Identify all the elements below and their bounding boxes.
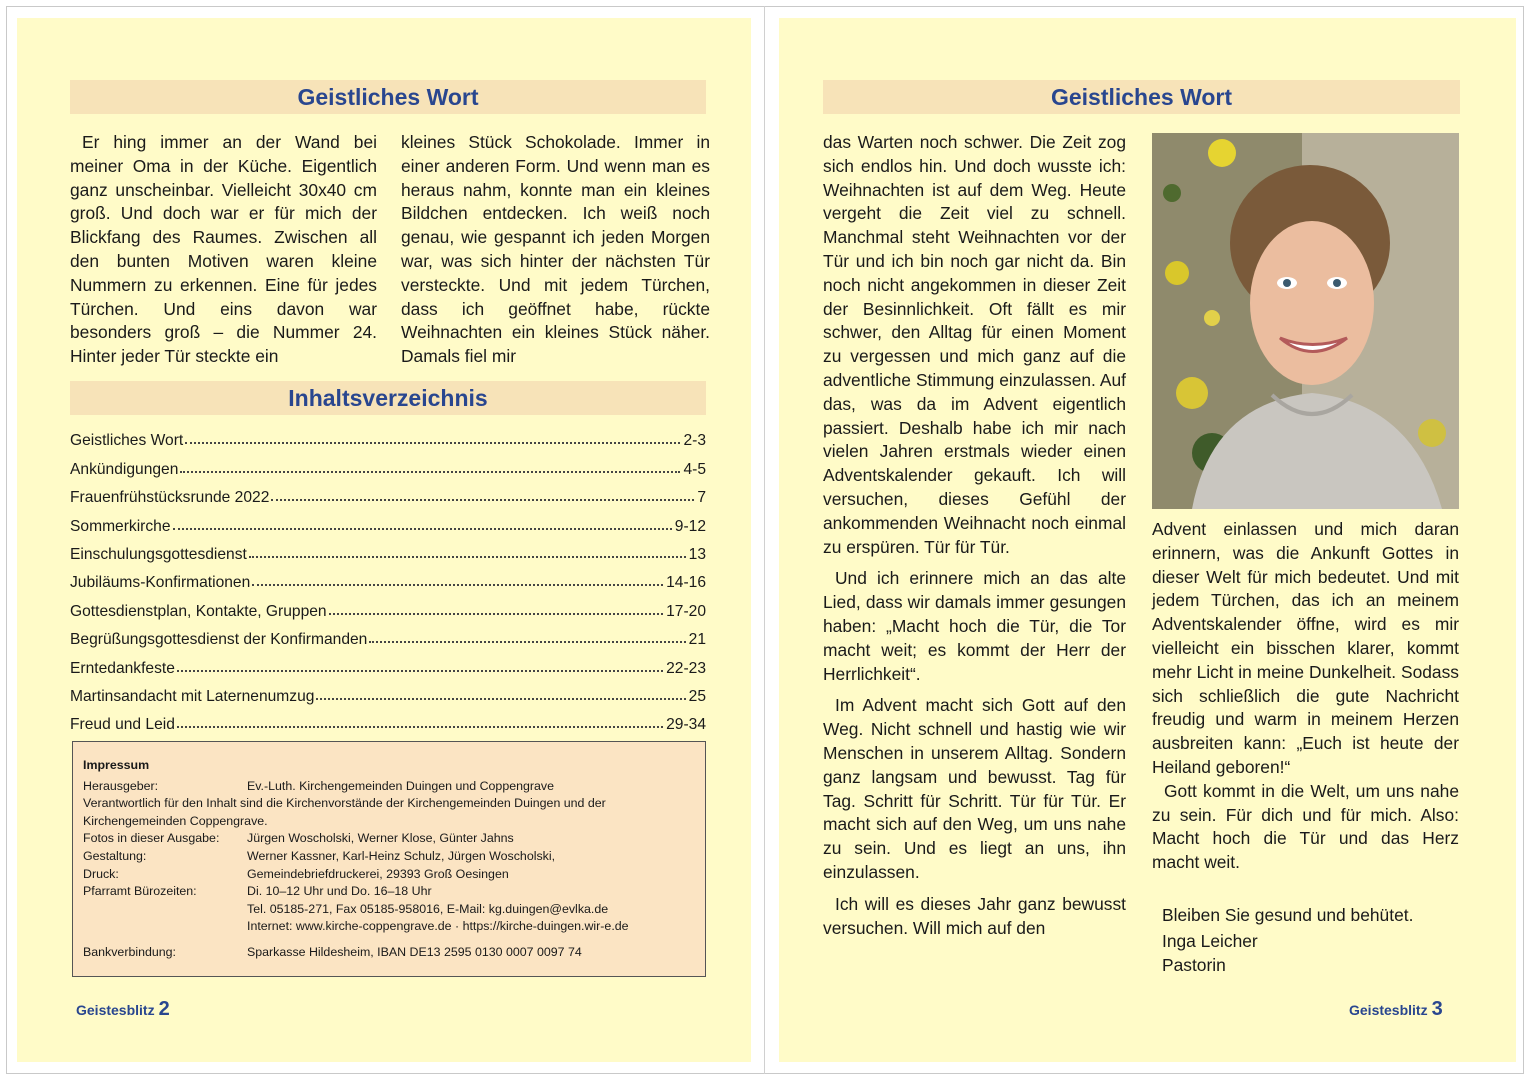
header-geistliches-wort: Geistliches Wort (823, 80, 1460, 114)
value: Jürgen Woscholski, Werner Klose, Günter Jahns (247, 831, 514, 846)
toc-entry (70, 649, 706, 677)
footer-right (1349, 998, 1443, 1021)
closing-line: Bleiben Sie gesund und behütet. (1162, 905, 1414, 925)
paragraph: Und ich erinnere mich an das alte Lied, dass wir damals immer gesungen haben: „Macht hoch die Tür, die Tor macht weit; es kommt der Herr der Herrlichkeit“. (823, 568, 1126, 684)
toc-page-number: 4-5 (683, 460, 706, 478)
toc-page-number: 22-23 (666, 659, 706, 677)
label: Herausgeber: (83, 778, 159, 793)
paragraph: Gott kommt in die Welt, um uns nahe zu sein. Für dich und für mich. Also: Macht hoch die Tür und das Herz macht weit. (1152, 780, 1459, 873)
toc-page-number: 13 (688, 545, 706, 563)
value: Di. 10–12 Uhr und Do. 16–18 Uhr (247, 884, 432, 899)
label: Gestaltung: (83, 848, 147, 863)
paragraph: Er hing immer an der Wand bei meiner Oma in der Küche. Eigentlich ganz unscheinbar. Vielleicht 30x40 cm groß. Und doch war er für mich der Blickfang des Raumes. Zwischen all den bunten Motiven waren kleine Nummern zu erkennen. Eine für jedes Türchen. Und eins davon war besonders groß – die Nummer 24. Hinter jeder Tür steckte ein (70, 132, 377, 367)
value: Ev.-Luth. Kirchengemeinden Duingen und Coppengrave (247, 778, 554, 793)
author-name: Inga Leicher (1162, 931, 1258, 951)
toc-entry (70, 479, 706, 507)
toc-dot-leader (185, 442, 680, 444)
toc-title: Gottesdienstplan, Kontakte, Gruppen (70, 602, 327, 620)
toc-dot-leader (180, 471, 680, 473)
toc-dot-leader (252, 584, 663, 586)
paragraph: kleines Stück Schokolade. Immer in einer anderen Form. Und wenn man es heraus nahm, konnte man ein kleines Bildchen entdecken. Ich weiß noch genau, wie gespannt ich jeden Morgen war, was sich hinter der nächsten Tür versteckte. Und mit jedem Türchen, dass ich geöffnet habe, rückte Weihnachten ein kleines Stück näher. Damals fiel mir (401, 132, 710, 367)
toc-title: Ankündigungen (70, 460, 179, 478)
toc-page-number: 17-20 (666, 602, 706, 620)
toc-page-number: 14-16 (666, 574, 706, 592)
toc-page-number: 2-3 (683, 432, 706, 450)
footer-title: Geistesblitz (1349, 1002, 1428, 1018)
toc-dot-leader (173, 528, 672, 530)
value: Internet: www.kirche-coppengrave.de · https://kirche-duingen.wir-e.de (247, 919, 629, 934)
paragraph: das Warten noch schwer. Die Zeit zog sich endlos hin. Und doch wusste ich: Weihnachten ist auf dem Weg. Heute vergeht die Zeit viel zu schnell. Manchmal steht Weihnachten vor der Tür und ich bin noch gar nicht da. Bin noch nicht angekommen in dieser Zeit der Besinnlichkeit. Oft fällt es mir schwer, den Alltag für einen Moment zu vergessen und mich ganz auf die adventliche Stimmung einzulassen. Auf das, was da im Advent eigentlich passiert. Deshalb habe ich mir nach vielen Jahren erstmals wieder einen Adventskalender gekauft. Ich will versuchen, dieses Gefühl der ankommenden Weihnacht noch einmal zu erspüren. Tür für Tür. (823, 132, 1126, 557)
toc-entry (70, 564, 706, 592)
value: Werner Kassner, Karl-Heinz Schulz, Jürgen Woscholski, (247, 848, 556, 863)
right-text-column-2 (1152, 518, 1459, 875)
toc-entry (70, 592, 706, 620)
table-of-contents (70, 422, 706, 734)
impressum-internet (83, 918, 695, 936)
label: Fotos in dieser Ausgabe: (83, 831, 220, 846)
toc-page-number: 7 (697, 489, 706, 507)
impressum-tel (83, 901, 695, 919)
spacer (83, 901, 247, 919)
spacer (83, 918, 247, 936)
toc-entry (70, 450, 706, 478)
portrait-photo (1152, 133, 1459, 509)
portrait-illustration (1152, 133, 1459, 509)
toc-title: Martinsandacht mit Laternenumzug (70, 687, 315, 705)
toc-dot-leader (177, 670, 663, 672)
author-title: Pastorin (1162, 955, 1226, 975)
impressum-gestaltung (83, 848, 695, 866)
toc-dot-leader (271, 499, 694, 501)
toc-page-number: 21 (688, 631, 706, 649)
value: Tel. 05185-271, Fax 05185-958016, E-Mail: kg.duingen@evlka.de (247, 901, 609, 916)
toc-title: Jubiläums-Konfirmationen (70, 574, 251, 592)
label: Bankverbindung: (83, 944, 176, 959)
label: Druck: (83, 866, 119, 881)
toc-page-number: 29-34 (666, 716, 706, 734)
impressum-herausgeber (83, 778, 695, 796)
toc-title: Freud und Leid (70, 716, 175, 734)
toc-entry (70, 706, 706, 734)
page-number: 3 (1431, 998, 1443, 1020)
toc-dot-leader (177, 726, 663, 728)
toc-entry (70, 536, 706, 564)
left-text-column-1 (70, 131, 377, 369)
value: Gemeindebriefdruckerei, 29393 Groß Oesingen (247, 866, 509, 881)
impressum-pfarramt (83, 883, 695, 901)
left-text-column-2 (401, 131, 710, 369)
toc-page-number: 9-12 (674, 517, 706, 535)
header-inhaltsverzeichnis: Inhaltsverzeichnis (70, 381, 706, 415)
right-page (779, 18, 1516, 1062)
toc-entry (70, 678, 706, 706)
toc-dot-leader (329, 613, 664, 615)
spacer (83, 936, 695, 944)
toc-dot-leader (369, 641, 685, 643)
impressum-druck (83, 866, 695, 884)
paragraph: Im Advent macht sich Gott auf den Weg. Nicht schnell und hastig wie wir Menschen in unserem Alltag. Sondern ganz langsam und bewusst. Tag für Tag. Schritt für Schritt. Tür für Tür. Er macht sich auf den Weg, um uns nahe zu sein. Und es liegt an uns, ihn einzulassen. (823, 695, 1126, 882)
impressum-fotos (83, 830, 695, 848)
toc-title: Einschulungsgottesdienst (70, 545, 247, 563)
impressum-box (72, 741, 706, 977)
footer-title: Geistesblitz (76, 1002, 155, 1018)
header-geistliches-wort: Geistliches Wort (70, 80, 706, 114)
label: Pfarramt Bürozeiten: (83, 884, 197, 899)
paragraph: Advent einlassen und mich daran erinnern, was die Ankunft Gottes in dieser Welt für mich bedeutet. Und mit jedem Türchen, das ich an meinem Adventskalender öffne, wird es mir vielleicht ein bisschen klarer, kommt mehr Licht in meine Dunkelheit. Sodass sich schließlich die gute Nachricht freudig und warm in meinem Herzen ausbreiten kann: „Euch ist heute der Heiland geboren!“ (1152, 519, 1459, 777)
toc-title: Frauenfrühstücksrunde 2022 (70, 489, 270, 507)
toc-entry (70, 621, 706, 649)
paragraph: Ich will es dieses Jahr ganz bewusst versuchen. Will mich auf den (823, 893, 1126, 938)
toc-dot-leader (316, 698, 685, 700)
right-text-column-1 (823, 131, 1126, 940)
toc-title: Erntedankfeste (70, 659, 175, 677)
toc-title: Sommerkirche (70, 517, 171, 535)
toc-title: Geistliches Wort (70, 432, 184, 450)
toc-dot-leader (249, 556, 686, 558)
impressum-verantwortlich: Verantwortlich für den Inhalt sind die Kirchenvorstände der Kirchengemeinden Duingen und der Kirchengemeinden Coppengrave. (83, 796, 606, 828)
page-number: 2 (158, 998, 170, 1020)
toc-page-number: 25 (688, 687, 706, 705)
toc-title: Begrüßungsgottesdienst der Konfirmanden (70, 631, 368, 649)
footer-left (76, 998, 170, 1021)
value: Sparkasse Hildesheim, IBAN DE13 2595 0130 0007 0097 74 (247, 944, 582, 959)
left-page (17, 18, 751, 1062)
page-divider (764, 6, 765, 1074)
toc-entry (70, 422, 706, 450)
toc-entry (70, 507, 706, 535)
impressum-bank (83, 944, 695, 962)
impressum-title: Impressum (83, 758, 150, 772)
